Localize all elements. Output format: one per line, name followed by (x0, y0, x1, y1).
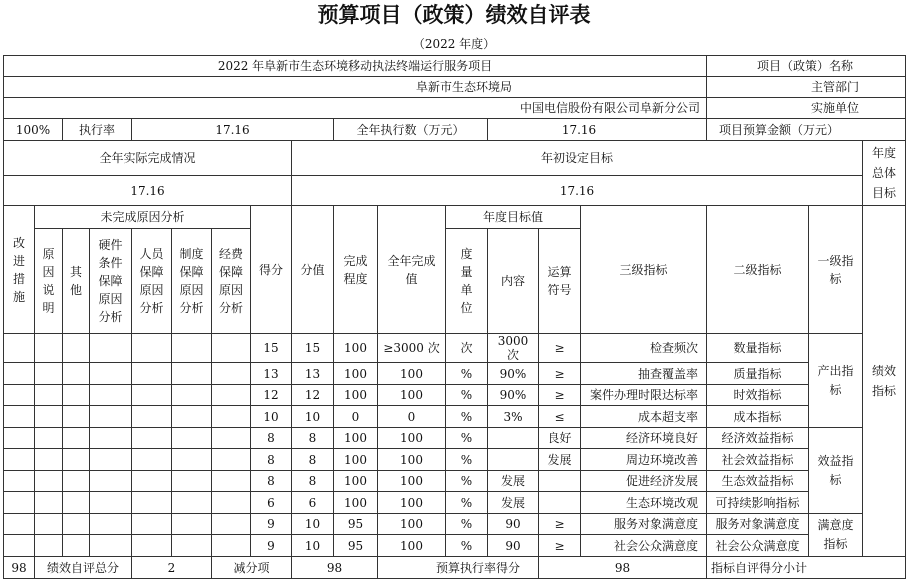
improvement-cell (4, 514, 35, 535)
self-evaluation-table (3, 55, 906, 579)
budget-score-label: 预算执行率得分 (378, 557, 539, 579)
degree-cell: 100 (334, 449, 378, 471)
level1-cell: 满意度指标 (809, 514, 863, 557)
header-content: 内容 (488, 229, 539, 334)
level1-cell: 效益指标 (809, 428, 863, 514)
weight-cell: 13 (292, 363, 334, 385)
target-content-cell: 90 (488, 514, 539, 535)
system-reason-cell (172, 492, 212, 514)
improvement-cell (4, 535, 35, 557)
other-cell (63, 535, 90, 557)
hardware-reason-cell (90, 449, 132, 471)
total-score-value: 98 (4, 557, 35, 579)
unit-cell: % (446, 535, 488, 557)
hardware-reason-cell (90, 514, 132, 535)
implementer-label: 实施单位 (707, 98, 906, 119)
unit-cell: % (446, 514, 488, 535)
degree-cell: 100 (334, 334, 378, 363)
header-reason-note: 原因说明 (35, 229, 63, 334)
header-level1: 一级指标 (809, 206, 863, 334)
project-name-value: 2022 年阜新市生态环境移动执法终端运行服务项目 (4, 56, 707, 77)
info-row-budget (4, 119, 906, 141)
weight-cell: 8 (292, 428, 334, 449)
header-funding-reason: 经费保障原因分析 (212, 229, 251, 334)
score-cell: 8 (251, 428, 292, 449)
operator-cell (539, 471, 581, 492)
info-row-project (4, 56, 906, 77)
hardware-reason-cell (90, 535, 132, 557)
weight-cell: 10 (292, 514, 334, 535)
header-staff-reason: 人员保障原因分析 (132, 229, 172, 334)
indicator-row (4, 428, 906, 449)
degree-cell: 100 (334, 471, 378, 492)
improvement-cell (4, 471, 35, 492)
score-cell: 10 (251, 406, 292, 428)
weight-cell: 8 (292, 471, 334, 492)
goal-row-labels (4, 141, 906, 176)
operator-cell: ≥ (539, 334, 581, 363)
target-content-cell: 90% (488, 385, 539, 406)
unit-cell: % (446, 449, 488, 471)
level2-cell: 生态效益指标 (707, 471, 809, 492)
level3-cell: 生态环境改观 (581, 492, 707, 514)
actual-value-cell: 100 (378, 471, 446, 492)
system-reason-cell (172, 449, 212, 471)
system-reason-cell (172, 385, 212, 406)
reason-note-cell (35, 334, 63, 363)
funding-reason-cell (212, 492, 251, 514)
reason-note-cell (35, 449, 63, 471)
staff-reason-cell (132, 406, 172, 428)
operator-cell: ≤ (539, 406, 581, 428)
header-performance-indicator: 绩效指标 (863, 206, 906, 557)
actual-value-cell: 100 (378, 535, 446, 557)
funding-reason-cell (212, 406, 251, 428)
operator-cell: 发展 (539, 449, 581, 471)
operator-cell: ≥ (539, 535, 581, 557)
summary-row (4, 557, 906, 579)
header-score: 得分 (251, 206, 292, 334)
unit-cell: % (446, 471, 488, 492)
level1-cell: 产出指标 (809, 334, 863, 428)
system-reason-cell (172, 428, 212, 449)
header-improvement: 改进措施 (4, 206, 35, 334)
improvement-cell (4, 385, 35, 406)
degree-cell: 100 (334, 492, 378, 514)
actual-value-cell: 100 (378, 363, 446, 385)
target-content-cell: 3000 次 (488, 334, 539, 363)
staff-reason-cell (132, 535, 172, 557)
reason-note-cell (35, 492, 63, 514)
system-reason-cell (172, 334, 212, 363)
operator-cell (539, 492, 581, 514)
target-content-cell: 3% (488, 406, 539, 428)
table-body (4, 56, 906, 579)
other-cell (63, 363, 90, 385)
operator-cell: ≥ (539, 363, 581, 385)
level3-cell: 服务对象满意度 (581, 514, 707, 535)
funding-reason-cell (212, 471, 251, 492)
header-hardware-reason: 硬件条件保障原因分析 (90, 229, 132, 334)
initial-target-value: 17.16 (292, 176, 863, 206)
indicator-row (4, 471, 906, 492)
indicator-row (4, 363, 906, 385)
header-annual-target: 年度目标值 (446, 206, 581, 229)
reason-note-cell (35, 363, 63, 385)
hardware-reason-cell (90, 428, 132, 449)
info-row-implementer (4, 98, 906, 119)
staff-reason-cell (132, 428, 172, 449)
funding-reason-cell (212, 334, 251, 363)
actual-completion-value: 17.16 (4, 176, 292, 206)
level3-cell: 抽查覆盖率 (581, 363, 707, 385)
funding-reason-cell (212, 535, 251, 557)
other-cell (63, 428, 90, 449)
header-row-top (4, 206, 906, 229)
funding-reason-cell (212, 514, 251, 535)
indicator-score-label: 指标自评得分小计 (707, 557, 906, 579)
operator-cell: ≥ (539, 385, 581, 406)
level2-cell: 服务对象满意度 (707, 514, 809, 535)
improvement-cell (4, 363, 35, 385)
unit-cell: % (446, 363, 488, 385)
level2-cell: 成本指标 (707, 406, 809, 428)
reason-note-cell (35, 471, 63, 492)
reason-note-cell (35, 385, 63, 406)
other-cell (63, 334, 90, 363)
target-content-cell (488, 428, 539, 449)
funding-reason-cell (212, 449, 251, 471)
actual-value-cell: 100 (378, 428, 446, 449)
staff-reason-cell (132, 471, 172, 492)
header-operator: 运算符号 (539, 229, 581, 334)
unit-cell: % (446, 385, 488, 406)
score-cell: 8 (251, 471, 292, 492)
hardware-reason-cell (90, 385, 132, 406)
indicator-row (4, 334, 906, 363)
level2-cell: 社会效益指标 (707, 449, 809, 471)
total-score-label: 绩效自评总分 (35, 557, 132, 579)
indicator-row (4, 492, 906, 514)
system-reason-cell (172, 514, 212, 535)
improvement-cell (4, 428, 35, 449)
header-level2: 二级指标 (707, 206, 809, 334)
hardware-reason-cell (90, 363, 132, 385)
unit-cell: % (446, 492, 488, 514)
level2-cell: 时效指标 (707, 385, 809, 406)
weight-cell: 10 (292, 406, 334, 428)
budget-score-value: 98 (292, 557, 378, 579)
level3-cell: 社会公众满意度 (581, 535, 707, 557)
actual-value-cell: 0 (378, 406, 446, 428)
level2-cell: 数量指标 (707, 334, 809, 363)
header-degree: 完成程度 (334, 206, 378, 334)
hardware-reason-cell (90, 471, 132, 492)
staff-reason-cell (132, 363, 172, 385)
degree-cell: 95 (334, 514, 378, 535)
budget-amount-value: 17.16 (488, 119, 707, 141)
header-actual-value: 全年完成值 (378, 206, 446, 334)
department-label: 主管部门 (707, 77, 906, 98)
header-unfinished-analysis: 未完成原因分析 (35, 206, 251, 229)
system-reason-cell (172, 406, 212, 428)
improvement-cell (4, 492, 35, 514)
deduction-value: 2 (132, 557, 212, 579)
target-content-cell (488, 449, 539, 471)
initial-target-label: 年初设定目标 (292, 141, 863, 176)
level3-cell: 成本超支率 (581, 406, 707, 428)
score-cell: 9 (251, 535, 292, 557)
other-cell (63, 471, 90, 492)
actual-value-cell: 100 (378, 449, 446, 471)
weight-cell: 15 (292, 334, 334, 363)
score-cell: 6 (251, 492, 292, 514)
score-cell: 15 (251, 334, 292, 363)
target-content-cell: 发展 (488, 492, 539, 514)
weight-cell: 6 (292, 492, 334, 514)
staff-reason-cell (132, 385, 172, 406)
actual-completion-label: 全年实际完成情况 (4, 141, 292, 176)
indicator-row (4, 514, 906, 535)
indicator-row (4, 535, 906, 557)
target-content-cell: 90% (488, 363, 539, 385)
unit-cell: 次 (446, 334, 488, 363)
reason-note-cell (35, 428, 63, 449)
hardware-reason-cell (90, 492, 132, 514)
implementer-value: 中国电信股份有限公司阜新分公司 (4, 98, 707, 119)
staff-reason-cell (132, 492, 172, 514)
unit-cell: % (446, 406, 488, 428)
score-cell: 8 (251, 449, 292, 471)
staff-reason-cell (132, 449, 172, 471)
degree-cell: 0 (334, 406, 378, 428)
execution-rate-label: 执行率 (63, 119, 132, 141)
level3-cell: 案件办理时限达标率 (581, 385, 707, 406)
annual-overall-goal-label: 年度总体目标 (863, 141, 906, 206)
info-row-department (4, 77, 906, 98)
target-content-cell: 发展 (488, 471, 539, 492)
improvement-cell (4, 334, 35, 363)
page-title: 预算项目（政策）绩效自评表 (317, 2, 591, 27)
staff-reason-cell (132, 334, 172, 363)
indicator-row (4, 406, 906, 428)
deduction-label: 减分项 (212, 557, 292, 579)
level2-cell: 社会公众满意度 (707, 535, 809, 557)
header-system-reason: 制度保障原因分析 (172, 229, 212, 334)
score-cell: 9 (251, 514, 292, 535)
other-cell (63, 406, 90, 428)
executed-amount-label: 全年执行数（万元） (334, 119, 488, 141)
weight-cell: 12 (292, 385, 334, 406)
reason-note-cell (35, 514, 63, 535)
actual-value-cell: 100 (378, 385, 446, 406)
hardware-reason-cell (90, 334, 132, 363)
degree-cell: 100 (334, 428, 378, 449)
degree-cell: 100 (334, 363, 378, 385)
header-weight: 分值 (292, 206, 334, 334)
improvement-cell (4, 406, 35, 428)
score-cell: 13 (251, 363, 292, 385)
score-cell: 12 (251, 385, 292, 406)
header-level3: 三级指标 (581, 206, 707, 334)
reason-note-cell (35, 406, 63, 428)
project-name-label: 项目（政策）名称 (707, 56, 906, 77)
level3-cell: 检查频次 (581, 334, 707, 363)
level2-cell: 可持续影响指标 (707, 492, 809, 514)
level2-cell: 质量指标 (707, 363, 809, 385)
level3-cell: 周边环境改善 (581, 449, 707, 471)
other-cell (63, 385, 90, 406)
target-content-cell: 90 (488, 535, 539, 557)
header-unit: 度量单位 (446, 229, 488, 334)
execution-rate-value: 100% (4, 119, 63, 141)
executed-amount-value: 17.16 (132, 119, 334, 141)
other-cell (63, 449, 90, 471)
actual-value-cell: 100 (378, 514, 446, 535)
degree-cell: 100 (334, 385, 378, 406)
unit-cell: % (446, 428, 488, 449)
other-cell (63, 514, 90, 535)
reason-note-cell (35, 535, 63, 557)
funding-reason-cell (212, 363, 251, 385)
hardware-reason-cell (90, 406, 132, 428)
actual-value-cell: 100 (378, 492, 446, 514)
improvement-cell (4, 449, 35, 471)
funding-reason-cell (212, 428, 251, 449)
weight-cell: 8 (292, 449, 334, 471)
system-reason-cell (172, 471, 212, 492)
degree-cell: 95 (334, 535, 378, 557)
other-cell (63, 492, 90, 514)
system-reason-cell (172, 535, 212, 557)
level3-cell: 经济环境良好 (581, 428, 707, 449)
header-other: 其他 (63, 229, 90, 334)
operator-cell: ≥ (539, 514, 581, 535)
budget-amount-label: 项目预算金额（万元） (707, 119, 906, 141)
indicator-row (4, 385, 906, 406)
level3-cell: 促进经济发展 (581, 471, 707, 492)
indicator-row (4, 449, 906, 471)
weight-cell: 10 (292, 535, 334, 557)
page-subtitle: （2022 年度） (412, 37, 496, 51)
funding-reason-cell (212, 385, 251, 406)
department-value: 阜新市生态环境局 (4, 77, 707, 98)
system-reason-cell (172, 363, 212, 385)
goal-row-values (4, 176, 906, 206)
indicator-score-value: 98 (539, 557, 707, 579)
level2-cell: 经济效益指标 (707, 428, 809, 449)
operator-cell: 良好 (539, 428, 581, 449)
staff-reason-cell (132, 514, 172, 535)
actual-value-cell: ≥3000 次 (378, 334, 446, 363)
